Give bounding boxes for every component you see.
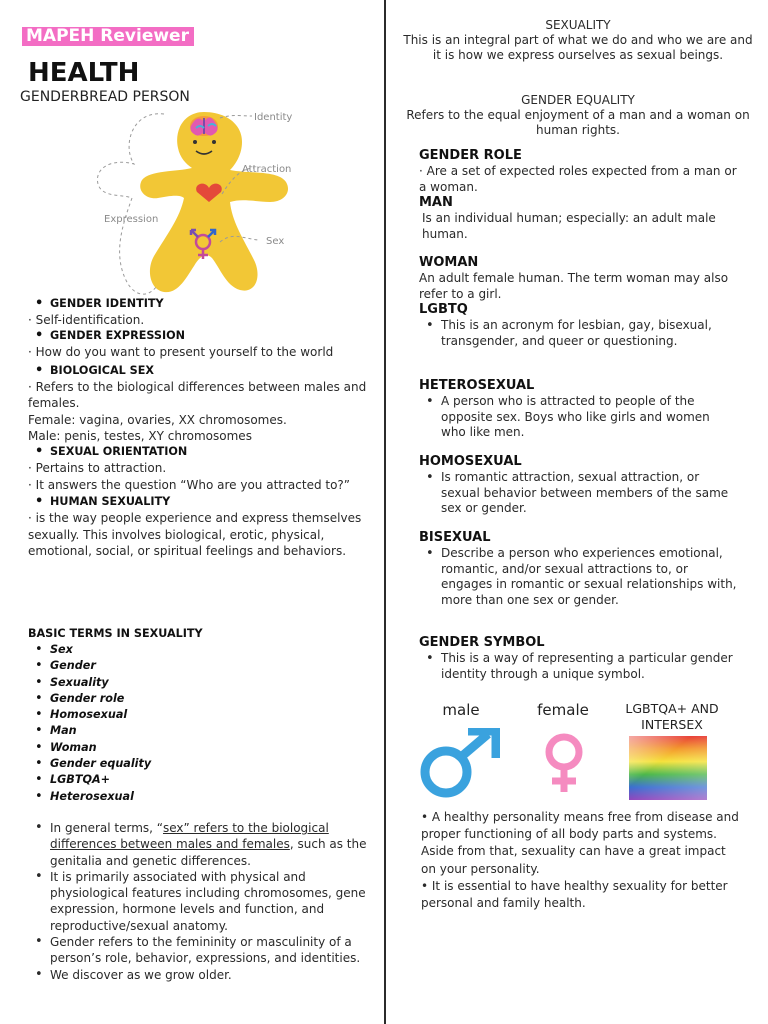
- list-item: • It is primarily associated with physical and physiological features including chromosomes, gene expression, hormone levels and function, and reproductive/sexual anatomy.: [28, 869, 368, 934]
- male-symbol-icon: [418, 728, 500, 800]
- basic-terms-list: [28, 642, 368, 805]
- sexuality-heading: SEXUALITY: [545, 18, 611, 32]
- expression-label: Expression: [104, 214, 159, 225]
- list-item: • This is an acronym for lesbian, gay, bisexual, transgender, and queer or questioning.: [419, 318, 737, 349]
- sexuality-block: [400, 18, 756, 63]
- woman-block: [419, 255, 737, 349]
- right-column: [386, 0, 768, 1024]
- rainbow-flag-icon: [626, 736, 710, 800]
- brain-icon: [190, 116, 218, 136]
- list-item: • In general terms, “sex” refers to the biological differences between males and females, such as the genitalia and genetic differences.: [28, 820, 368, 869]
- reviewer-tag: MAPEH Reviewer: [22, 27, 194, 46]
- human-sexuality-heading: • HUMAN SEXUALITY: [28, 494, 368, 510]
- gender-equality-heading: GENDER EQUALITY: [521, 93, 635, 107]
- gender-identity-text: · Self-identification.: [28, 313, 145, 327]
- list-item: • Gender equality: [28, 756, 368, 772]
- biological-sex-heading: • BIOLOGICAL SEX: [28, 363, 368, 379]
- sexual-orientation-line2: · It answers the question “Who are you attracted to?”: [28, 477, 351, 492]
- healthy-personality-text: • A healthy personality means free from disease and proper functioning of all body parts and systems. Aside from that, sexuality can have a great impact on your personality.: [421, 810, 739, 876]
- gender-identity-heading: • GENDER IDENTITY: [28, 296, 368, 312]
- homosexual-list: [419, 470, 737, 517]
- heterosexual-heading: HETEROSEXUAL: [419, 378, 535, 393]
- list-item: • Woman: [28, 740, 368, 756]
- gender-symbol-list: [419, 651, 737, 682]
- sexual-orientation-heading: • SEXUAL ORIENTATION: [28, 444, 368, 460]
- attraction-label: Attraction: [242, 164, 292, 175]
- gender-equality-text: Refers to the equal enjoyment of a man and a woman on human rights.: [406, 108, 750, 137]
- man-text: Is an individual human; especially: an adult male human.: [422, 211, 716, 241]
- biological-sex-male: Male: penis, testes, XY chromosomes: [28, 429, 252, 444]
- page-title: HEALTH: [28, 58, 140, 88]
- gender-role-heading: GENDER ROLE: [419, 148, 522, 163]
- list-item: • Homosexual: [28, 707, 368, 723]
- genderbread-definitions: [28, 296, 368, 559]
- female-label: female: [537, 701, 589, 719]
- bisexual-list: [419, 546, 737, 608]
- gender-symbol-heading: GENDER SYMBOL: [419, 635, 545, 650]
- page-subtitle: GENDERBREAD PERSON: [20, 89, 190, 105]
- identity-label: Identity: [254, 112, 293, 123]
- list-item: • A person who is attracted to people of the opposite sex. Boys who like girls and women who like men.: [419, 394, 737, 441]
- bisexual-heading: BISEXUAL: [419, 530, 491, 545]
- figure-body: [140, 112, 288, 292]
- list-item: • Sex: [28, 642, 368, 658]
- list-item: • Is romantic attraction, sexual attraction, or sexual behavior between members of the same sex or gender.: [419, 470, 737, 517]
- lgbtqa-intersex-label: LGBTQA+ AND INTERSEX: [625, 701, 719, 732]
- lgbtq-list: [419, 318, 737, 349]
- list-item: • Gender refers to the femininity or masculinity of a person’s role, behavior, expressions, and identities.: [28, 934, 368, 967]
- woman-text: An adult female human. The term woman may also refer to a girl.: [419, 271, 729, 301]
- list-item: • We discover as we grow older.: [28, 967, 368, 983]
- list-item: • Gender role: [28, 691, 368, 707]
- sex-definition-highlight: sex” refers to the biological differences between males and females: [50, 821, 329, 852]
- list-item: • LGBTQA+: [28, 772, 368, 788]
- gender-symbol-block: [419, 635, 737, 682]
- female-symbol-icon: [538, 732, 590, 796]
- biological-sex-female: Female: vagina, ovaries, XX chromosomes.: [28, 412, 287, 427]
- gender-role-block: [419, 148, 737, 242]
- list-item: • Gender: [28, 658, 368, 674]
- right-eye: [212, 140, 216, 144]
- man-heading: MAN: [419, 195, 453, 210]
- homosexual-block: [419, 454, 737, 517]
- list-item: • Sexuality: [28, 675, 368, 691]
- gender-expression-text: · How do you want to present yourself to the world: [28, 345, 334, 360]
- list-item: • This is a way of representing a particular gender identity through a unique symbol.: [419, 651, 737, 682]
- genderbread-person-illustration: [92, 106, 338, 300]
- sexuality-text: This is an integral part of what we do and who we are and it is how we express ourselves as sexual beings.: [403, 33, 753, 62]
- gender-expression-heading: • GENDER EXPRESSION: [28, 328, 368, 344]
- basic-terms-section: [28, 626, 368, 805]
- sexual-orientation-line1: · Pertains to attraction.: [28, 461, 167, 476]
- notes-section: [28, 820, 368, 983]
- closing-notes: [421, 809, 739, 912]
- sex-label: Sex: [266, 236, 285, 247]
- human-sexuality-text: · is the way people experience and express themselves sexually. This involves biological, erotic, physical, emotional, social, or spiritual feelings and behaviors.: [28, 511, 362, 559]
- gender-role-text: · Are a set of expected roles expected from a man or a woman.: [419, 164, 737, 194]
- list-item: • Man: [28, 723, 368, 739]
- notes-list: [28, 820, 368, 983]
- biological-sex-text: · Refers to the biological differences between males and females.: [28, 379, 367, 411]
- list-item: • Heterosexual: [28, 789, 368, 805]
- heterosexual-list: [419, 394, 737, 441]
- homosexual-heading: HOMOSEXUAL: [419, 454, 522, 469]
- basic-terms-heading: BASIC TERMS IN SEXUALITY: [28, 627, 203, 640]
- healthy-sexuality-text: • It is essential to have healthy sexuality for better personal and family health.: [421, 878, 728, 911]
- gender-equality-block: [400, 93, 756, 138]
- left-eye: [193, 140, 197, 144]
- lgbtq-heading: LGBTQ: [419, 302, 468, 317]
- bisexual-block: [419, 530, 737, 608]
- woman-heading: WOMAN: [419, 255, 479, 270]
- heterosexual-block: [419, 378, 737, 441]
- male-label: male: [442, 701, 480, 719]
- list-item: • Describe a person who experiences emotional, romantic, and/or sexual attractions to, or engages in romantic or sexual relationships with, more than one sex or gender.: [419, 546, 737, 608]
